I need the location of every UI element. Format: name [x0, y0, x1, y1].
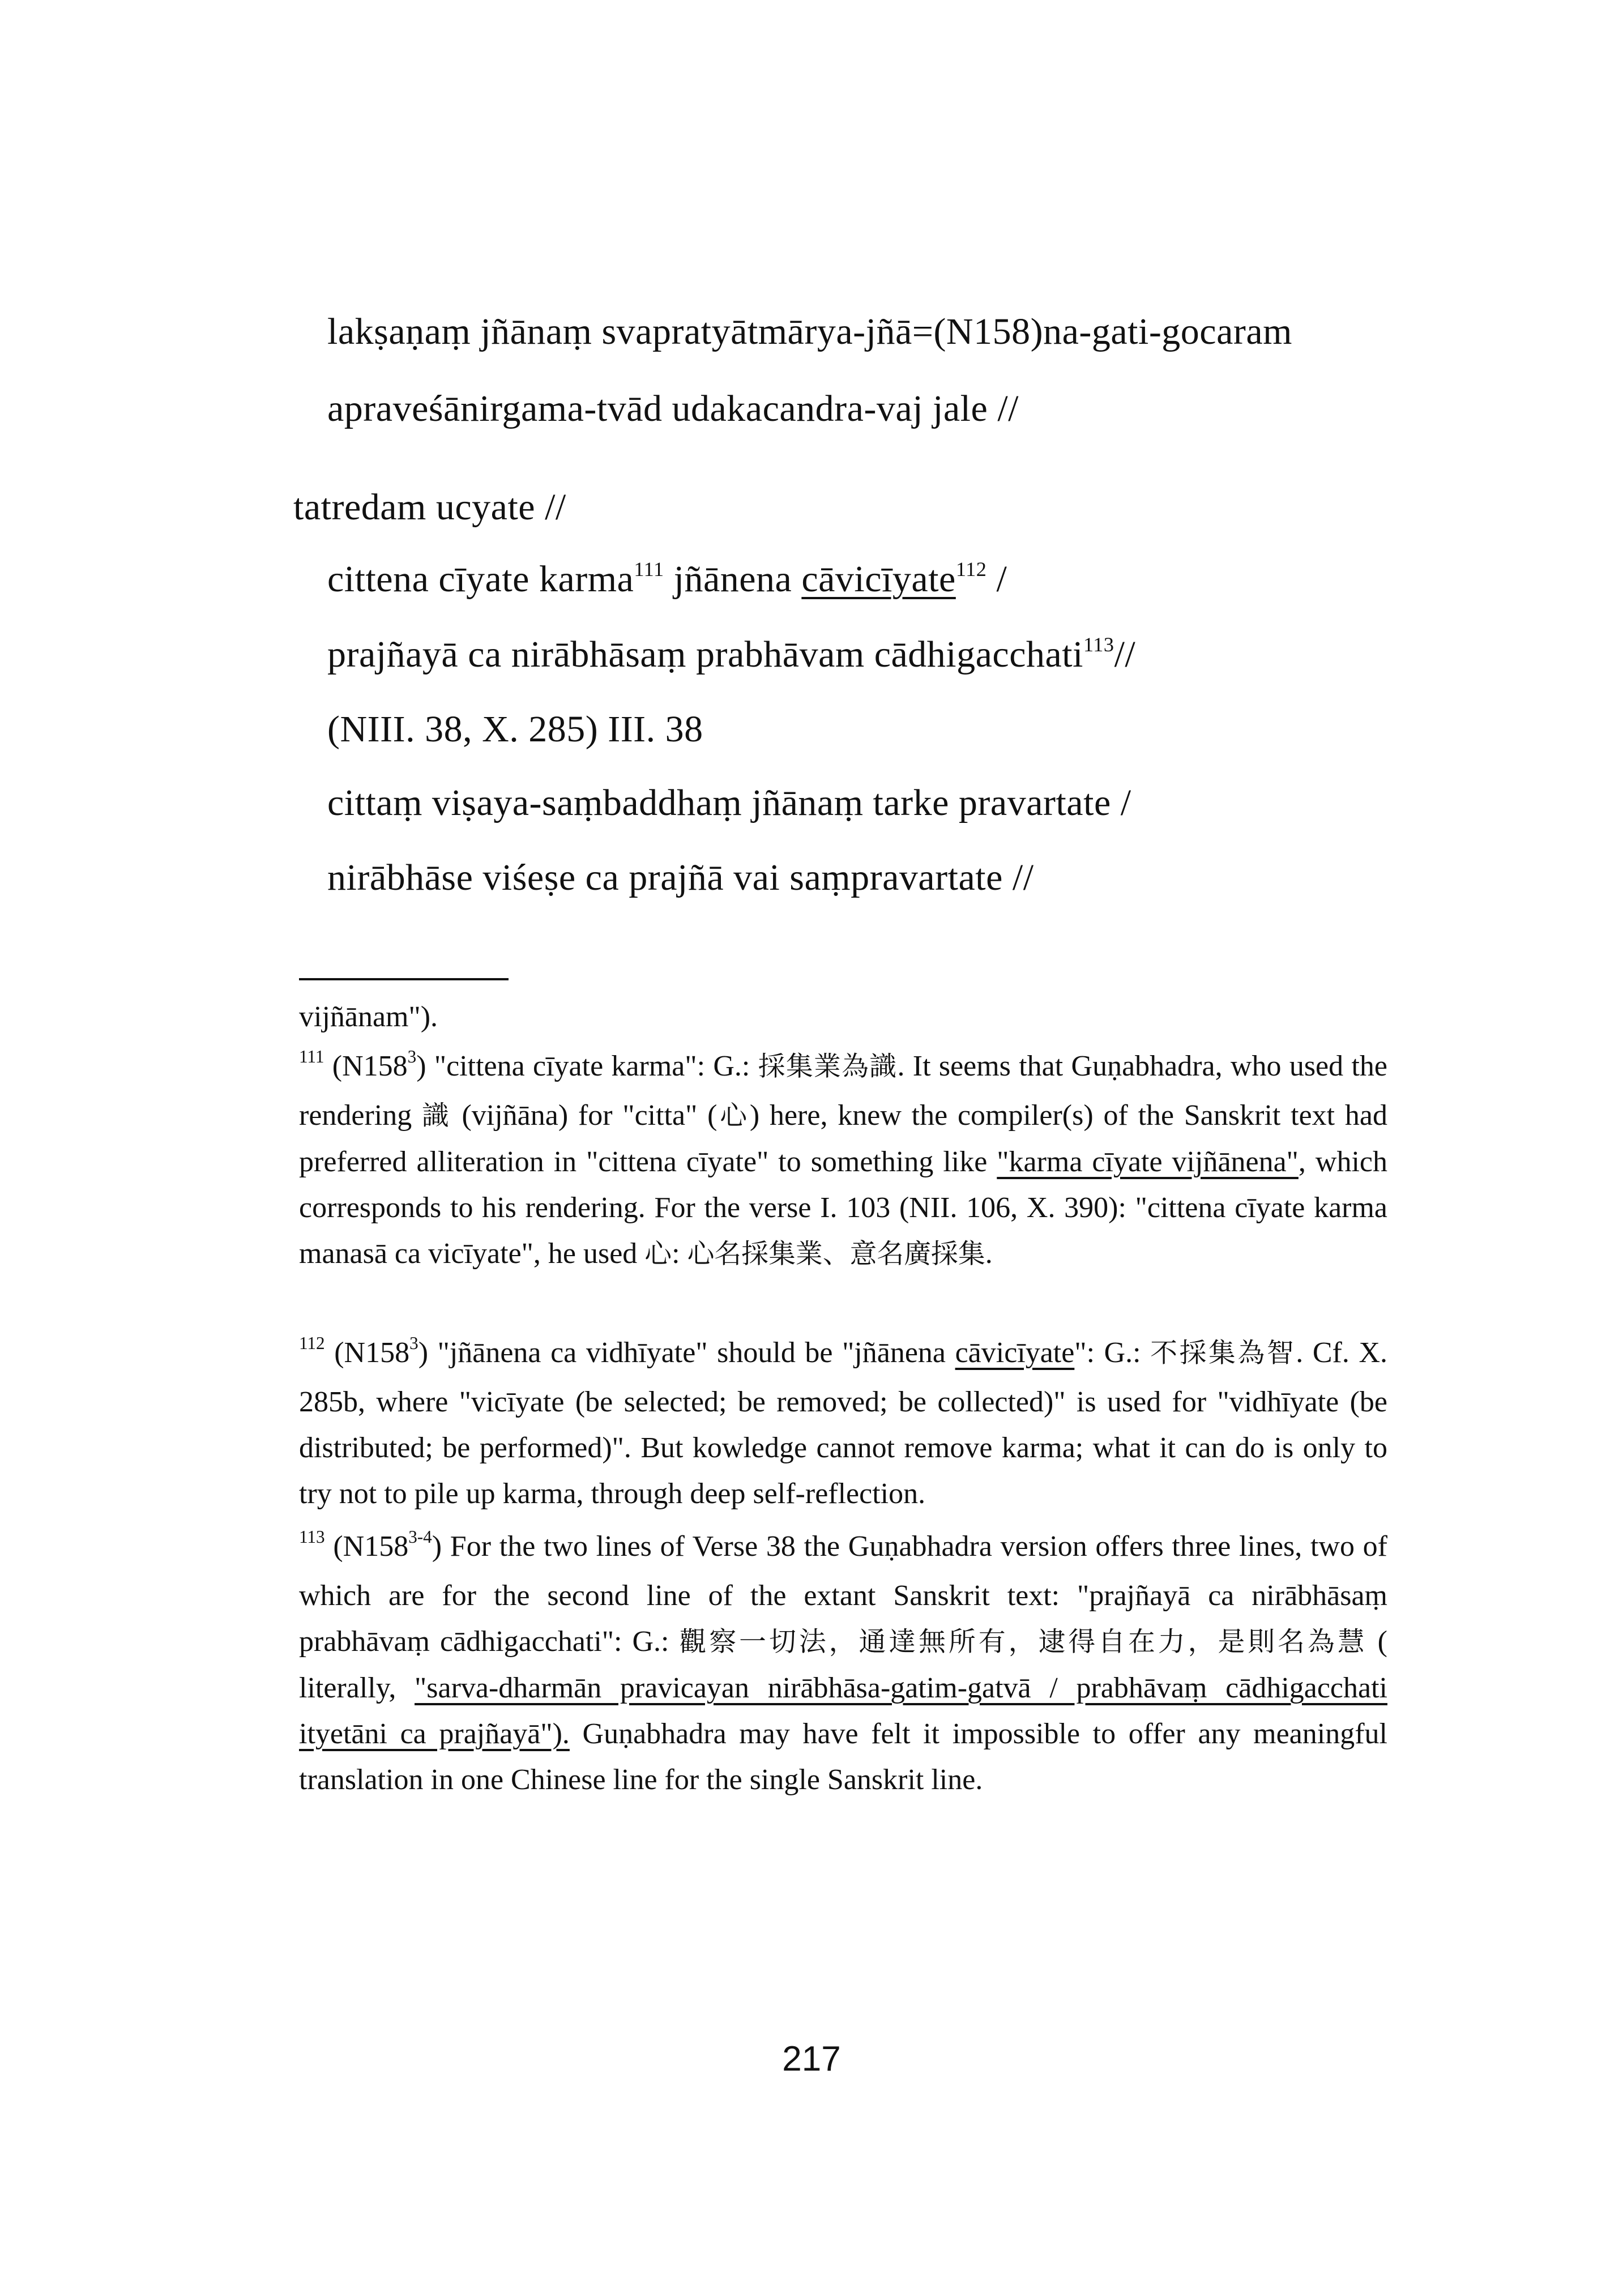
verse-line-2: apraveśānirgama-tvād udakacandra-vaj jale // — [327, 388, 1019, 429]
chinese-text: 心名採集業、意名廣採集 — [687, 1239, 985, 1270]
verse-line-4 — [327, 558, 1007, 601]
footnote-number: 111 — [299, 1046, 324, 1066]
verse-line-5 — [327, 633, 1135, 676]
underlined-term: cāvicīyate — [955, 1337, 1075, 1369]
verse-text: jñānena — [664, 558, 802, 600]
footnote-text: (vijñāna) for "citta" ( — [451, 1099, 717, 1132]
footnote-text: ) "cittena cīyate karma": G.: — [416, 1050, 758, 1082]
verse-text: cittena cīyate karma — [327, 558, 634, 600]
verse-line-7: cittaṃ viṣaya-saṃbaddhaṃ jñānaṃ tarke pravartate / — [327, 782, 1131, 823]
footnote-number: 113 — [299, 1526, 325, 1547]
footnote-text: (N158 — [324, 1337, 410, 1369]
chinese-text: 採集業為識 — [758, 1051, 898, 1082]
footnote-separator — [299, 978, 509, 980]
underlined-term: cāvicīyate — [801, 558, 956, 600]
footnote-text: . It seems that Guṇabhadra, who used the rendering — [299, 1050, 1387, 1132]
verse-text: prajñayā ca nirābhāsaṃ prabhāvam cādhigacchati — [327, 634, 1083, 675]
chinese-text: 心 — [717, 1100, 750, 1132]
footnote-text: . Cf. X. 285b, where "vicīyate (be selected; be removed; be collected)" is used for "vidhīyate (be distributed; be performed)". But kowledge cannot remove karma; what it can do is only to try not to pile up karma, through deep self-reflection. — [299, 1337, 1388, 1510]
footnote-ref: 113 — [1083, 633, 1114, 656]
footnote-text: ": G.: — [1074, 1337, 1151, 1369]
chinese-text: 識 — [422, 1100, 452, 1132]
footnote-text: Guṇabhadra may have felt it impossible to offer any meaningful translation in one Chinese line for the single Sanskrit line. — [299, 1718, 1387, 1796]
footnote-text: (N158 — [324, 1530, 409, 1563]
page-number: 217 — [782, 2039, 841, 2079]
verse-text: / — [986, 558, 1007, 600]
footnote-text: . — [985, 1237, 993, 1270]
footnote-112 — [299, 1330, 1387, 1517]
chinese-text: 觀察一切法，通達無所有，逮得自在力，是則名為慧 — [679, 1627, 1368, 1658]
verse-text: // — [1114, 634, 1136, 675]
footnote-text: , which corresponds to his rendering. For the verse I. 103 (NII. 106, X. 390): "cittena cīyate karma manasā ca vicīyate", he used — [299, 1146, 1387, 1270]
footnote-ref: 111 — [634, 557, 664, 581]
footnote-text: ) here, knew the compiler(s) of the Sanskrit text had preferred alliteration in "cittena cīyate" to something like — [299, 1099, 1387, 1178]
verse-line-8: nirābhāse viśeṣe ca prajñā vai saṃpravartate // — [327, 857, 1034, 898]
chinese-text: 不採集為智 — [1150, 1338, 1296, 1369]
superscript: 3 — [409, 1333, 418, 1353]
footnote-ref: 112 — [955, 557, 987, 581]
footnote-text: ) "jñānena ca vidhīyate" should be "jñānena — [418, 1337, 955, 1369]
verse-line-1: lakṣaṇaṃ jñānaṃ svapratyātmārya-jñā=(N158)na-gati-gocaram — [327, 311, 1292, 352]
footnote-113 — [299, 1523, 1387, 1803]
chinese-text: 心 — [644, 1239, 672, 1270]
verse-line-3: tatredam ucyate // — [293, 486, 566, 528]
footnote-continuation: vijñānam"). — [299, 1001, 438, 1033]
verse-line-6: (NIII. 38, X. 285) III. 38 — [327, 709, 703, 750]
footnote-text: (N158 — [324, 1050, 408, 1082]
superscript: 3 — [407, 1046, 417, 1066]
footnote-text: ( literally, — [299, 1625, 1387, 1704]
footnote-text: : — [672, 1237, 687, 1270]
underlined-phrase: "karma cīyate vijñānena" — [997, 1146, 1299, 1178]
superscript: 3-4 — [408, 1526, 432, 1547]
footnote-111 — [299, 1043, 1387, 1277]
underlined-phrase: "sarva-dharmān pravicayan nirābhāsa-gatim-gatvā / prabhāvaṃ cādhigacchati ityetāni ca prajñayā"). — [299, 1672, 1387, 1750]
footnote-text: ) For the two lines of Verse 38 the Guṇabhadra version offers three lines, two of which are for the second line of the extant Sanskrit text: "prajñayā ca nirābhāsaṃ prabhāvaṃ cādhigacchati": G.: — [299, 1530, 1387, 1658]
footnote-number: 112 — [299, 1333, 325, 1353]
